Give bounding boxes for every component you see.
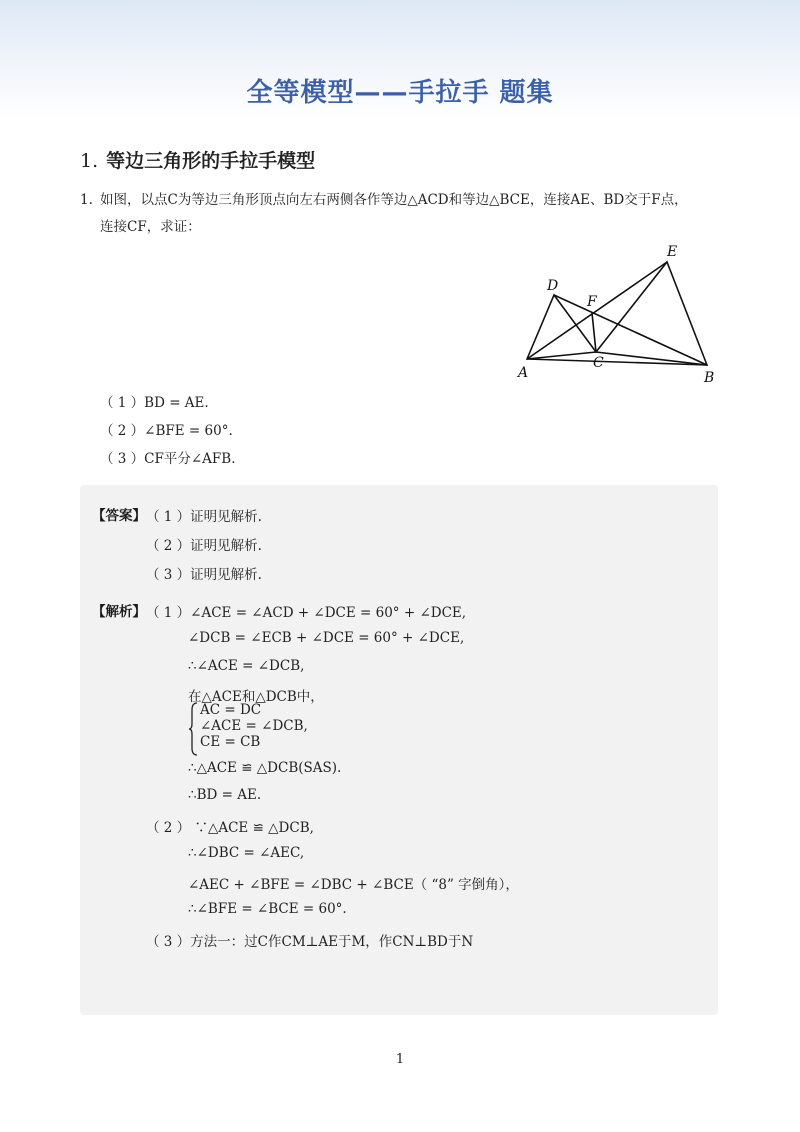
analysis-line-3: ∴∠ACE = ∠DCB, xyxy=(188,658,305,674)
triangle-bce xyxy=(596,262,707,365)
part-3: （ 3 ）CF平分∠AFB. xyxy=(100,451,236,467)
left-brace-icon xyxy=(188,702,198,756)
answer-item-2: （ 2 ）证明见解析. xyxy=(146,538,262,554)
analysis-line-7: （ 2 ） ∵△ACE ≌ △DCB, xyxy=(146,820,314,836)
analysis-line-2: ∠DCB = ∠ECB + ∠DCE = 60° + ∠DCE, xyxy=(188,630,465,646)
system-line-3: CE = CB xyxy=(200,734,261,750)
triangle-figure xyxy=(510,240,750,390)
label-e: E xyxy=(667,244,678,260)
analysis-line-1: （ 1 ）∠ACE = ∠ACD + ∠DCE = 60° + ∠DCE, xyxy=(146,605,467,621)
analysis-line-4: 在△ACE和△DCB中， xyxy=(188,689,324,705)
label-f: F xyxy=(587,294,597,310)
problem-number: 1. xyxy=(80,192,93,208)
section-number: 1. xyxy=(80,150,99,172)
label-b: B xyxy=(704,370,715,386)
geometry-diagram xyxy=(510,240,750,390)
answer-item-3: （ 3 ）证明见解析. xyxy=(146,567,262,583)
label-d: D xyxy=(547,278,559,294)
section-title: 等边三角形的手拉手模型 xyxy=(106,150,316,172)
analysis-line-5: ∴△ACE ≌ △DCB(SAS). xyxy=(188,760,342,776)
analysis-line-11: （ 3 ）方法一：过C作CM⊥AE于M，作CN⊥BD于N xyxy=(146,934,474,950)
problem-text-line2: 连接CF，求证： xyxy=(100,219,201,235)
document-title: 全等模型——手拉手 题集 xyxy=(246,78,554,108)
analysis-line-10: ∴∠BFE = ∠BCE = 60°. xyxy=(188,901,347,917)
analysis-line-9: ∠AEC + ∠BFE = ∠DBC + ∠BCE（ “8” 字倒角）， xyxy=(188,877,519,893)
label-a: A xyxy=(518,365,529,381)
analysis-line-8: ∴∠DBC = ∠AEC, xyxy=(188,845,305,861)
system-line-2: ∠ACE = ∠DCB, xyxy=(200,718,308,734)
problem-text-line1: 如图，以点C为等边三角形顶点向左右两侧各作等边△ACD和等边△BCE，连接AE、BD交于F点， xyxy=(100,192,688,208)
triangle-acd xyxy=(527,295,596,359)
system-line-1: AC = DC xyxy=(200,702,262,718)
problem-statement xyxy=(80,187,720,241)
analysis-line-6: ∴BD = AE. xyxy=(188,787,262,803)
section-heading xyxy=(80,146,315,173)
label-c: C xyxy=(593,355,604,371)
part-2: （ 2 ）∠BFE = 60°. xyxy=(100,423,233,439)
answer-tag: 【答案】 xyxy=(92,508,146,524)
analysis-tag: 【解析】 xyxy=(92,604,146,620)
page-number: 1 xyxy=(395,1052,405,1067)
part-1: （ 1 ）BD = AE. xyxy=(100,395,209,411)
answer-item-1: （ 1 ）证明见解析. xyxy=(146,509,262,525)
